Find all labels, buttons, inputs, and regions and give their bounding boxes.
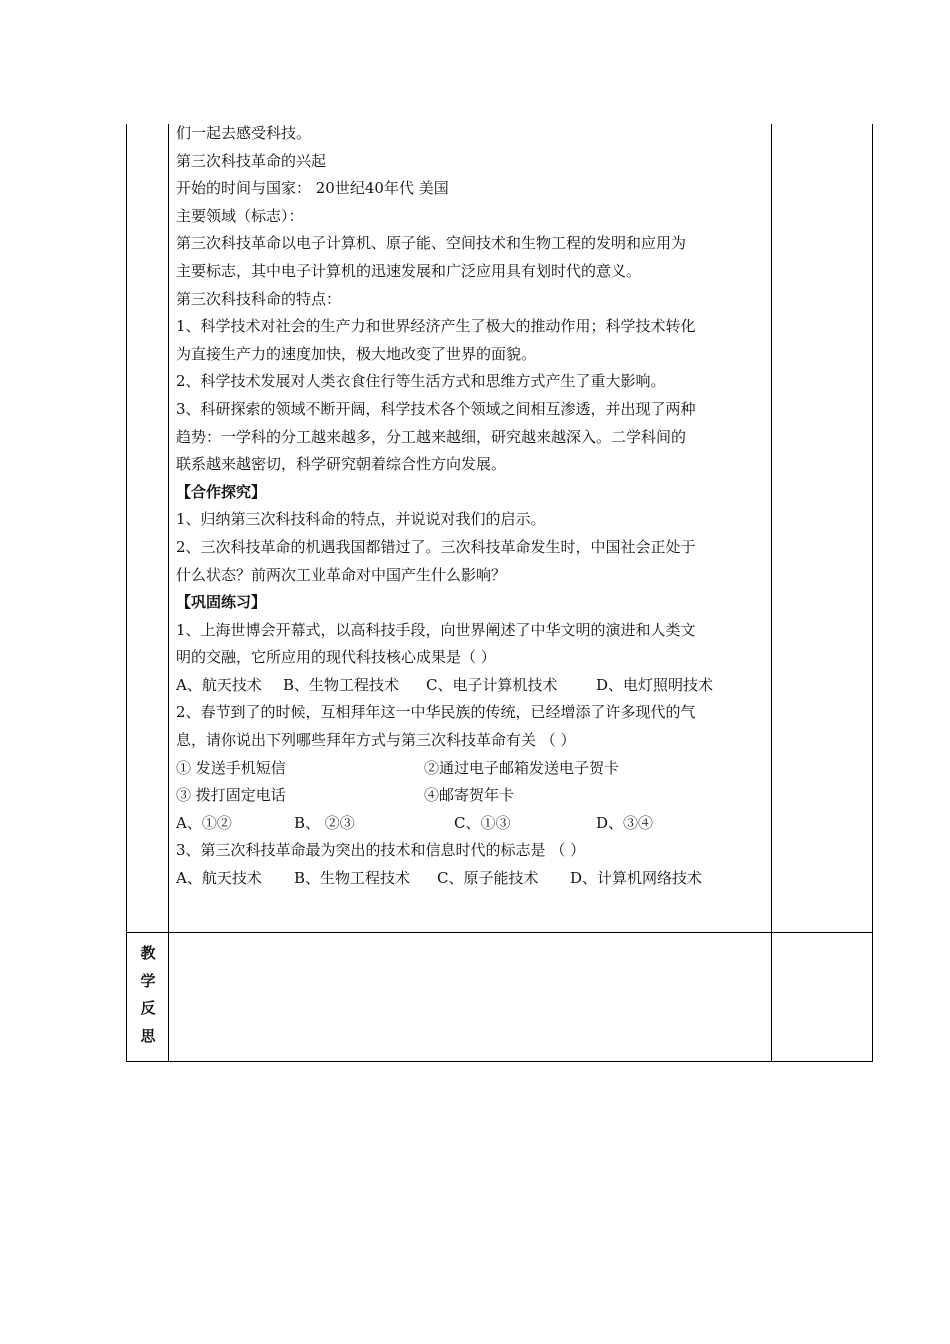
- item-4: ④邮寄贺年卡: [424, 786, 515, 805]
- text-line: 第三次科技革命以电子计算机、原子能、空间技术和生物工程的发明和应用为: [176, 234, 687, 253]
- item-3: ③ 拨打固定电话: [176, 786, 286, 805]
- table-border-left: [126, 124, 127, 1062]
- coop-heading: 【合作探究】: [176, 482, 267, 501]
- table-border-bottom: [126, 1061, 873, 1062]
- text-line: 2、科学技术发展对人类衣食住行等生活方式和思维方式产生了重大影响。: [176, 372, 666, 391]
- option-b: B、生物工程技术: [294, 869, 411, 888]
- option-a: A、航天技术: [176, 675, 262, 694]
- side-char: 教: [140, 944, 156, 962]
- option-b: B、 ②③: [294, 813, 355, 832]
- text-line: 联系越来越密切，科学研究朝着综合性方向发展。: [176, 455, 507, 474]
- option-a: A、①②: [176, 813, 232, 832]
- side-char: 学: [140, 971, 156, 990]
- question-3-line: 3、第三次科技革命最为突出的技术和信息时代的标志是 （ ）: [176, 841, 586, 860]
- question-1-line: 1、上海世博会开幕式，以高科技手段，向世界阐述了中华文明的演进和人类文: [176, 620, 696, 639]
- table-border-inner-left: [168, 124, 169, 1062]
- question-2-items: [176, 755, 766, 783]
- question-2-items: [176, 782, 766, 810]
- question-3-options: [176, 865, 766, 893]
- text-line: 开始的时间与国家： 20世纪40年代 美国: [176, 179, 449, 198]
- section-title: 第三次科技革命的兴起: [176, 151, 327, 170]
- coop-line: 什么状态？前两次工业革命对中国产生什么影响？: [176, 565, 507, 584]
- lesson-content: [176, 120, 766, 893]
- coop-line: 2、三次科技革命的机遇我国都错过了。三次科技革命发生时，中国社会正处于: [176, 537, 696, 556]
- question-1-line: 明的交融，它所应用的现代科技核心成果是（ ）: [176, 648, 496, 667]
- text-line: 3、科研探索的领域不断开阔，科学技术各个领域之间相互渗透，并出现了两种: [176, 399, 696, 418]
- option-a: A、航天技术: [176, 869, 262, 888]
- question-2-line: 2、春节到了的时候，互相拜年这一中华民族的传统，已经增添了许多现代的气: [176, 703, 696, 722]
- side-char: 思: [140, 1026, 156, 1045]
- option-c: C、原子能技术: [437, 869, 539, 888]
- table-border-inner-right: [771, 124, 772, 1062]
- option-d: D、③④: [596, 813, 654, 832]
- text-line: 1、科学技术对社会的生产力和世界经济产生了极大的推动作用；科学技术转化: [176, 317, 696, 336]
- text-line: 主要标志，其中电子计算机的迅速发展和广泛应用具有划时代的意义。: [176, 261, 642, 280]
- text-line: 主要领域（标志）：: [176, 206, 304, 225]
- coop-line: 1、归纳第三次科技科命的特点，并说说对我们的启示。: [176, 510, 546, 529]
- item-1: ① 发送手机短信: [176, 758, 286, 777]
- option-d: D、电灯照明技术: [596, 675, 714, 694]
- option-b: B、生物工程技术: [283, 675, 400, 694]
- option-c: C、①③: [454, 813, 511, 832]
- item-2: ②通过电子邮箱发送电子贺卡: [424, 758, 620, 777]
- option-c: C、电子计算机技术: [426, 675, 558, 694]
- question-1-options: [176, 672, 766, 700]
- side-char: 反: [140, 999, 156, 1017]
- teaching-reflection-label: [128, 940, 168, 1050]
- option-d: D、计算机网络技术: [570, 869, 703, 888]
- practice-heading: 【巩固练习】: [176, 593, 267, 612]
- table-border-right: [872, 124, 873, 1062]
- question-2-options: [176, 810, 766, 838]
- table-row-divider: [126, 932, 873, 933]
- text-line: 们一起去感受科技。: [176, 124, 312, 142]
- text-line: 趋势：一学科的分工越来越多，分工越来越细，研究越来越深入。二学科间的: [176, 427, 687, 446]
- text-line: 为直接生产力的速度加快，极大地改变了世界的面貌。: [176, 344, 537, 363]
- text-line: 第三次科技科命的特点：: [176, 289, 342, 308]
- question-2-line: 息，请你说出下列哪些拜年方式与第三次科技革命有关 （ ）: [176, 731, 576, 750]
